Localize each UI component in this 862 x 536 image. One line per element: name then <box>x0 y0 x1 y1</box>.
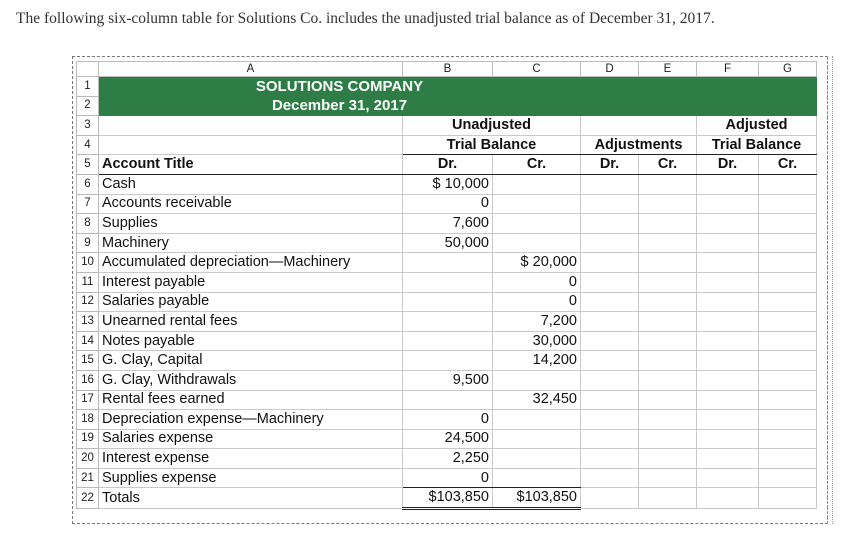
company-row <box>77 77 817 97</box>
adj-dr-cell[interactable] <box>581 410 639 430</box>
atb-dr-cell[interactable] <box>697 488 759 509</box>
utb-cr-amount[interactable]: 0 <box>493 292 581 312</box>
account-rows <box>77 174 817 508</box>
header-row-4 <box>77 135 817 155</box>
utb-cr-amount[interactable]: $103,850 <box>493 488 581 509</box>
utb-cr-header[interactable]: Cr. <box>493 155 581 175</box>
adj-dr-cell[interactable] <box>581 331 639 351</box>
table-row <box>77 292 817 312</box>
adj-cr-cell[interactable] <box>639 233 697 253</box>
atb-cr-cell[interactable] <box>759 410 817 430</box>
table-row <box>77 488 817 509</box>
account-title[interactable]: Totals <box>99 488 403 509</box>
adj-dr-cell[interactable] <box>581 468 639 488</box>
table-row <box>77 312 817 332</box>
account-title[interactable]: Cash <box>99 174 403 194</box>
adj-dr-cell[interactable] <box>581 370 639 390</box>
atb-dr-cell[interactable] <box>697 312 759 332</box>
atb-cr-cell[interactable] <box>759 351 817 371</box>
atb-cr-cell[interactable] <box>759 370 817 390</box>
statement-date-text: December 31, 2017 <box>271 97 408 115</box>
account-title[interactable]: Rental fees earned <box>99 390 403 410</box>
table-row <box>77 272 817 292</box>
adj-cr-cell[interactable] <box>639 429 697 449</box>
atb-dr-cell[interactable] <box>697 292 759 312</box>
utb-cr-amount[interactable]: $ 20,000 <box>493 253 581 273</box>
column-header-c[interactable]: C <box>493 62 581 77</box>
row-number[interactable]: 15 <box>77 351 99 371</box>
utb-dr-amount[interactable]: 9,500 <box>403 370 493 390</box>
utb-cr-amount[interactable]: 14,200 <box>493 351 581 371</box>
row-number[interactable]: 9 <box>77 233 99 253</box>
atb-dr-cell[interactable] <box>697 214 759 234</box>
atb-dr-cell[interactable] <box>697 174 759 194</box>
company-name-text: SOLUTIONS COMPANY <box>255 77 424 95</box>
adj-cr-cell[interactable] <box>639 253 697 273</box>
table-row <box>77 214 817 234</box>
row-number[interactable]: 10 <box>77 253 99 273</box>
row-number[interactable]: 13 <box>77 312 99 332</box>
adj-cr-cell[interactable] <box>639 272 697 292</box>
utb-cr-amount[interactable] <box>493 370 581 390</box>
adj-dr-header[interactable]: Dr. <box>581 155 639 175</box>
atb-cr-cell[interactable] <box>759 174 817 194</box>
atb-cr-header[interactable]: Cr. <box>759 155 817 175</box>
table-row <box>77 233 817 253</box>
account-title[interactable]: Interest expense <box>99 449 403 469</box>
company-name[interactable] <box>99 77 817 97</box>
atb-cr-cell[interactable] <box>759 253 817 273</box>
corner-cell[interactable] <box>77 62 99 77</box>
utb-cr-amount[interactable]: 0 <box>493 272 581 292</box>
table-row <box>77 174 817 194</box>
account-title[interactable]: G. Clay, Capital <box>99 351 403 371</box>
date-row <box>77 96 817 116</box>
adj-cr-cell[interactable] <box>639 468 697 488</box>
row-number[interactable]: 17 <box>77 390 99 410</box>
column-header-a[interactable]: A <box>99 62 403 77</box>
atb-cr-cell[interactable] <box>759 194 817 214</box>
row-number[interactable]: 22 <box>77 488 99 509</box>
row-number[interactable]: 20 <box>77 449 99 469</box>
account-title[interactable]: Supplies <box>99 214 403 234</box>
table-row <box>77 429 817 449</box>
adj-dr-cell[interactable] <box>581 351 639 371</box>
account-title[interactable]: Notes payable <box>99 331 403 351</box>
adj-dr-cell[interactable] <box>581 390 639 410</box>
adj-dr-cell[interactable] <box>581 214 639 234</box>
adj-cr-cell[interactable] <box>639 214 697 234</box>
atb-dr-header[interactable]: Dr. <box>697 155 759 175</box>
header-row-3 <box>77 116 817 136</box>
utb-cr-amount[interactable] <box>493 410 581 430</box>
row-number[interactable]: 5 <box>77 155 99 175</box>
table-row <box>77 370 817 390</box>
column-header-row <box>77 62 817 77</box>
account-title-header[interactable]: Account Title <box>99 155 403 175</box>
column-header-b[interactable]: B <box>403 62 493 77</box>
column-header-d[interactable]: D <box>581 62 639 77</box>
adj-dr-cell[interactable] <box>581 429 639 449</box>
atb-dr-cell[interactable] <box>697 449 759 469</box>
atb-dr-cell[interactable] <box>697 351 759 371</box>
unadjusted-header-line1[interactable]: Unadjusted <box>403 116 581 136</box>
table-row <box>77 390 817 410</box>
atb-dr-cell[interactable] <box>697 390 759 410</box>
adj-dr-cell[interactable] <box>581 292 639 312</box>
utb-dr-amount[interactable] <box>403 351 493 371</box>
atb-cr-cell[interactable] <box>759 429 817 449</box>
atb-cr-cell[interactable] <box>759 214 817 234</box>
column-header-e[interactable]: E <box>639 62 697 77</box>
atb-dr-cell[interactable] <box>697 272 759 292</box>
row-number[interactable]: 11 <box>77 272 99 292</box>
atb-dr-cell[interactable] <box>697 253 759 273</box>
table-row <box>77 468 817 488</box>
account-title[interactable]: Accumulated depreciation—Machinery <box>99 253 403 273</box>
utb-dr-header[interactable]: Dr. <box>403 155 493 175</box>
adjusted-header-line1[interactable]: Adjusted <box>697 116 817 136</box>
utb-dr-amount[interactable] <box>403 253 493 273</box>
adj-dr-cell[interactable] <box>581 449 639 469</box>
adj-cr-cell[interactable] <box>639 194 697 214</box>
utb-dr-amount[interactable]: 2,250 <box>403 449 493 469</box>
adj-cr-cell[interactable] <box>639 390 697 410</box>
utb-dr-amount[interactable]: 7,600 <box>403 214 493 234</box>
atb-dr-cell[interactable] <box>697 429 759 449</box>
row-number[interactable]: 6 <box>77 174 99 194</box>
adjustments-header[interactable]: Adjustments <box>581 135 697 155</box>
column-header-g[interactable]: G <box>759 62 817 77</box>
utb-dr-amount[interactable]: 0 <box>403 468 493 488</box>
atb-cr-cell[interactable] <box>759 233 817 253</box>
row-number[interactable]: 16 <box>77 370 99 390</box>
unadjusted-header-line2[interactable]: Trial Balance <box>403 135 581 155</box>
table-row <box>77 253 817 273</box>
adj-cr-cell[interactable] <box>639 488 697 509</box>
adj-cr-cell[interactable] <box>639 292 697 312</box>
table-row <box>77 331 817 351</box>
account-title[interactable]: G. Clay, Withdrawals <box>99 370 403 390</box>
utb-cr-amount[interactable] <box>493 214 581 234</box>
adj-dr-cell[interactable] <box>581 233 639 253</box>
adjusted-header-line2[interactable]: Trial Balance <box>697 135 817 155</box>
utb-dr-amount[interactable]: 50,000 <box>403 233 493 253</box>
utb-cr-amount[interactable]: 7,200 <box>493 312 581 332</box>
row-number[interactable]: 7 <box>77 194 99 214</box>
adj-dr-cell[interactable] <box>581 312 639 332</box>
adj-dr-cell[interactable] <box>581 174 639 194</box>
atb-dr-cell[interactable] <box>697 468 759 488</box>
trial-balance-table <box>76 61 817 510</box>
row-number[interactable]: 4 <box>77 135 99 155</box>
cell[interactable] <box>581 116 697 136</box>
adj-cr-cell[interactable] <box>639 312 697 332</box>
utb-cr-amount[interactable]: 30,000 <box>493 331 581 351</box>
atb-cr-cell[interactable] <box>759 292 817 312</box>
atb-cr-cell[interactable] <box>759 272 817 292</box>
row-number[interactable]: 14 <box>77 331 99 351</box>
account-title[interactable]: Accounts receivable <box>99 194 403 214</box>
account-title[interactable]: Machinery <box>99 233 403 253</box>
atb-dr-cell[interactable] <box>697 233 759 253</box>
atb-dr-cell[interactable] <box>697 370 759 390</box>
account-title[interactable]: Salaries payable <box>99 292 403 312</box>
utb-dr-amount[interactable]: $103,850 <box>403 488 493 509</box>
utb-dr-amount[interactable]: $ 10,000 <box>403 174 493 194</box>
table-row <box>77 351 817 371</box>
utb-dr-amount[interactable] <box>403 312 493 332</box>
table-row <box>77 194 817 214</box>
utb-cr-amount[interactable]: 32,450 <box>493 390 581 410</box>
atb-dr-cell[interactable] <box>697 194 759 214</box>
adj-dr-cell[interactable] <box>581 488 639 509</box>
row-number[interactable]: 18 <box>77 410 99 430</box>
adj-cr-cell[interactable] <box>639 331 697 351</box>
utb-dr-amount[interactable]: 24,500 <box>403 429 493 449</box>
table-row <box>77 449 817 469</box>
utb-cr-amount[interactable] <box>493 194 581 214</box>
row-number[interactable]: 21 <box>77 468 99 488</box>
atb-cr-cell[interactable] <box>759 488 817 509</box>
adj-cr-header[interactable]: Cr. <box>639 155 697 175</box>
table-row <box>77 410 817 430</box>
account-title[interactable]: Supplies expense <box>99 468 403 488</box>
utb-dr-amount[interactable]: 0 <box>403 410 493 430</box>
utb-cr-amount[interactable] <box>493 468 581 488</box>
row-number[interactable]: 19 <box>77 429 99 449</box>
adj-cr-cell[interactable] <box>639 370 697 390</box>
atb-cr-cell[interactable] <box>759 390 817 410</box>
utb-cr-amount[interactable] <box>493 233 581 253</box>
row-number[interactable]: 12 <box>77 292 99 312</box>
account-title[interactable]: Interest payable <box>99 272 403 292</box>
utb-dr-amount[interactable] <box>403 390 493 410</box>
cell[interactable] <box>99 116 403 136</box>
atb-cr-cell[interactable] <box>759 468 817 488</box>
intro-text: The following six-column table for Solutions Co. includes the unadjusted trial balance as of December 31, 2017. <box>16 10 715 27</box>
utb-cr-amount[interactable] <box>493 449 581 469</box>
adj-cr-cell[interactable] <box>639 449 697 469</box>
utb-dr-amount[interactable] <box>403 292 493 312</box>
scrollbar[interactable] <box>827 56 833 524</box>
row-number[interactable]: 8 <box>77 214 99 234</box>
column-header-f[interactable]: F <box>697 62 759 77</box>
atb-cr-cell[interactable] <box>759 449 817 469</box>
atb-cr-cell[interactable] <box>759 312 817 332</box>
adj-cr-cell[interactable] <box>639 351 697 371</box>
adj-dr-cell[interactable] <box>581 272 639 292</box>
statement-date[interactable] <box>99 96 817 116</box>
atb-cr-cell[interactable] <box>759 331 817 351</box>
account-title[interactable]: Unearned rental fees <box>99 312 403 332</box>
header-row-5 <box>77 155 817 175</box>
adj-cr-cell[interactable] <box>639 410 697 430</box>
account-title[interactable]: Salaries expense <box>99 429 403 449</box>
adj-dr-cell[interactable] <box>581 253 639 273</box>
row-number[interactable]: 3 <box>77 116 99 136</box>
utb-dr-amount[interactable] <box>403 272 493 292</box>
row-number[interactable]: 2 <box>77 96 99 116</box>
row-number[interactable]: 1 <box>77 77 99 97</box>
account-title[interactable]: Depreciation expense—Machinery <box>99 410 403 430</box>
utb-dr-amount[interactable]: 0 <box>403 194 493 214</box>
atb-dr-cell[interactable] <box>697 331 759 351</box>
adj-cr-cell[interactable] <box>639 174 697 194</box>
atb-dr-cell[interactable] <box>697 410 759 430</box>
utb-dr-amount[interactable] <box>403 331 493 351</box>
utb-cr-amount[interactable] <box>493 429 581 449</box>
utb-cr-amount[interactable] <box>493 174 581 194</box>
adj-dr-cell[interactable] <box>581 194 639 214</box>
cell[interactable] <box>99 135 403 155</box>
